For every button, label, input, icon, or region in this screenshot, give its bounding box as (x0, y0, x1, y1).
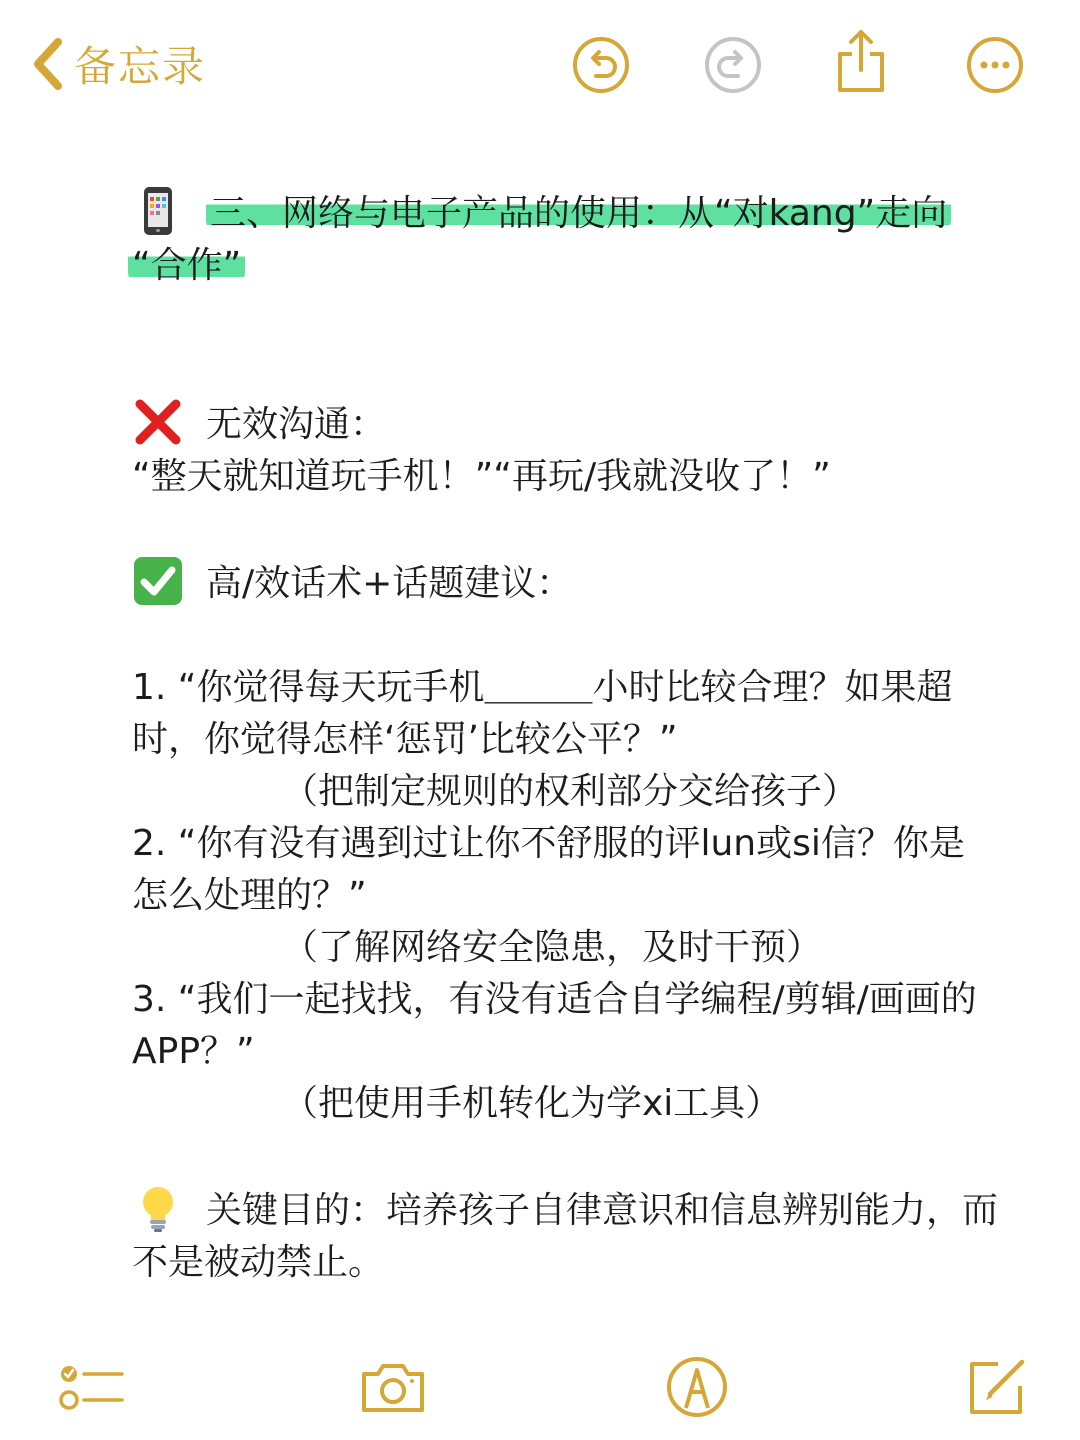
top-toolbar (0, 0, 1080, 130)
spacer (132, 292, 982, 344)
mobile-phone-icon (132, 185, 184, 237)
item-2-line-1: 2. “你有没有遇到过让你不舒服的评lun或si信？你是 (132, 823, 965, 864)
bottom-toolbar (0, 1340, 1080, 1440)
bad-heading-row (132, 396, 982, 451)
back-button[interactable] (30, 34, 206, 94)
checklist-icon (58, 1354, 124, 1420)
note-body[interactable] (132, 185, 999, 1289)
bad-example: “整天就知道玩手机！”“再玩/我就没收了！” (132, 456, 831, 497)
item-1-note: （把制定规则的权利部分交给孩子） (282, 771, 859, 812)
redo-icon (704, 36, 762, 94)
title-line-2-row (128, 240, 982, 292)
share-icon (832, 28, 890, 94)
chevron-left-icon (30, 36, 64, 92)
redo-button[interactable] (704, 36, 762, 94)
undo-button[interactable] (572, 36, 630, 94)
key-purpose-line-1: 关键目的：培养孩子自律意识和信息辨别能力，而 (206, 1190, 999, 1231)
spacer (132, 1130, 982, 1182)
check-mark-button-icon (132, 555, 184, 607)
note-title (132, 185, 982, 240)
item-1-line-1: 1. “你觉得每天玩手机＿＿＿小时比较合理？如果超 (132, 667, 953, 708)
camera-icon (360, 1354, 426, 1420)
spacer (132, 503, 982, 555)
camera-button[interactable] (360, 1354, 426, 1420)
back-label: 备忘录 (74, 42, 207, 91)
more-icon (966, 36, 1024, 94)
more-button[interactable] (966, 36, 1024, 94)
item-2-note: （了解网络安全隐患，及时干预） (282, 927, 823, 968)
key-purpose-line-2: 不是被动禁止。 (132, 1242, 385, 1283)
item-3-line-1: 3. “我们一起找找，有没有适合自学编程/剪辑/画画的 (132, 979, 977, 1020)
item-3-line-2: APP？” (132, 1031, 255, 1072)
markup-button[interactable] (664, 1354, 730, 1420)
item-2-line-2: 怎么处理的？” (132, 875, 367, 916)
compose-icon (964, 1354, 1030, 1420)
good-heading: 高/效话术+话题建议： (206, 563, 573, 604)
spacer (132, 344, 982, 396)
cross-mark-icon (132, 396, 184, 448)
spacer (132, 610, 982, 662)
item-1-line-2: 时，你觉得怎样‘惩罚’比较公平？” (132, 719, 678, 760)
share-button[interactable] (832, 28, 890, 86)
compose-button[interactable] (964, 1354, 1030, 1420)
light-bulb-icon (132, 1182, 184, 1234)
good-heading-row (132, 555, 982, 610)
markup-pen-icon (664, 1354, 730, 1420)
checklist-button[interactable] (58, 1354, 124, 1420)
title-line-1: 三、网络与电子产品的使用：从“对kang”走向 (206, 193, 951, 234)
key-purpose-row (132, 1182, 999, 1237)
title-line-2: “合作” (128, 245, 245, 286)
bad-heading: 无效沟通： (206, 404, 387, 445)
undo-icon (572, 36, 630, 94)
item-3-note: （把使用手机转化为学xi工具） (282, 1083, 782, 1124)
